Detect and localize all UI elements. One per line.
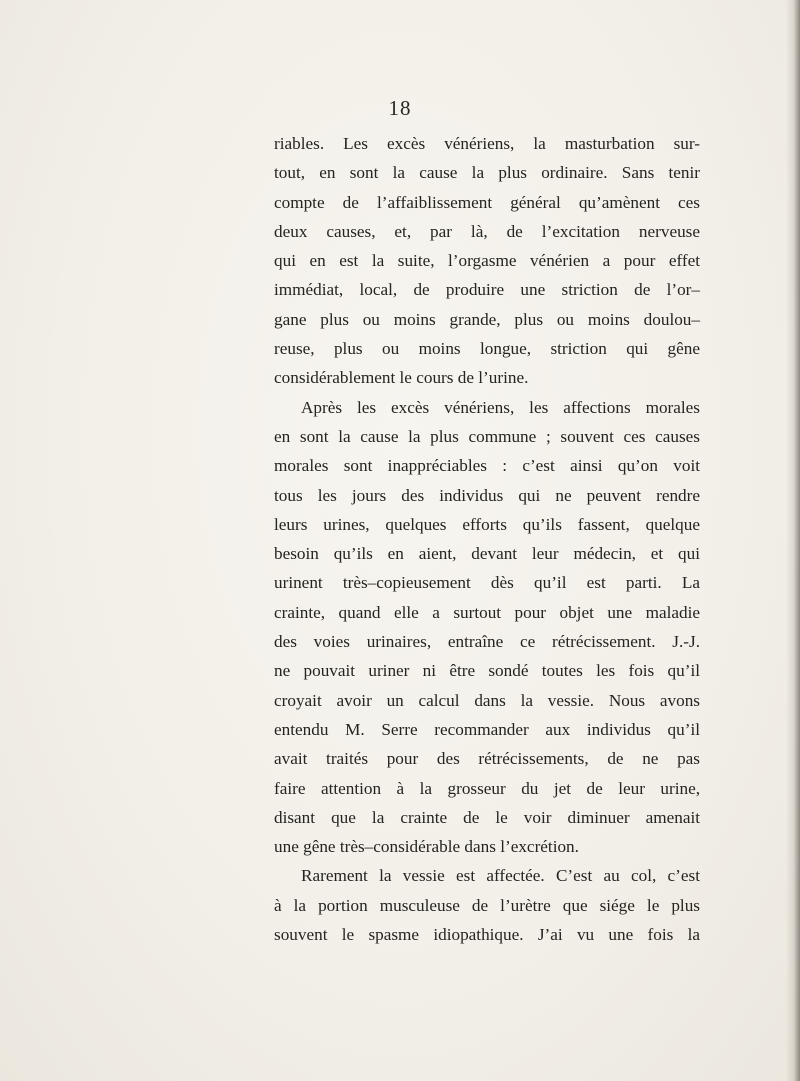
text-line: faire attention à la grosseur du jet de leur urine, <box>274 778 700 798</box>
text-line: leurs urines, quelques efforts qu’ils fassent, quelque <box>274 514 700 534</box>
text-line: compte de l’affaiblissement général qu’amènent ces <box>274 192 700 212</box>
text-line: gane plus ou moins grande, plus ou moins doulou– <box>274 309 700 329</box>
text-line: ne pouvait uriner ni être sondé toutes les fois qu’il <box>274 661 700 681</box>
text-line: considérablement le cours de l’urine. <box>274 368 529 388</box>
text-line: des voies urinaires, entraîne ce rétrécissement. J.-J. <box>274 632 700 652</box>
text-line: Après les excès vénériens, les affections morales <box>301 397 700 417</box>
page-number: 18 <box>388 96 412 120</box>
page-edge-shadow <box>786 0 800 1081</box>
text-line: crainte, quand elle a surtout pour objet une maladie <box>274 602 700 622</box>
text-line: souvent le spasme idiopathique. J’ai vu une fois la <box>274 925 700 945</box>
text-line: urinent très–copieusement dès qu’il est parti. La <box>274 573 700 593</box>
body-text <box>274 129 700 949</box>
text-line: tous les jours des individus qui ne peuvent rendre <box>274 485 700 505</box>
text-line: qui en est la suite, l’orgasme vénérien a pour effet <box>274 251 700 271</box>
text-line: avait traités pour des rétrécissements, de ne pas <box>274 749 700 769</box>
text-line: une gêne très–considérable dans l’excrétion. <box>274 837 579 857</box>
text-line: riables. Les excès vénériens, la masturbation sur- <box>274 134 700 153</box>
text-line: tout, en sont la cause la plus ordinaire. Sans tenir <box>274 163 700 183</box>
text-line: besoin qu’ils en aient, devant leur médecin, et qui <box>274 544 700 564</box>
text-line: Rarement la vessie est affectée. C’est au col, c’est <box>301 866 700 886</box>
text-line: croyait avoir un calcul dans la vessie. Nous avons <box>274 690 700 710</box>
text-line: morales sont inappréciables : c’est ainsi qu’on voit <box>274 456 700 476</box>
text-line: à la portion musculeuse de l’urètre que siége le plus <box>274 895 700 915</box>
text-line: en sont la cause la plus commune ; souvent ces causes <box>274 426 700 446</box>
text-line: reuse, plus ou moins longue, striction qui gêne <box>274 339 700 359</box>
text-line: entendu M. Serre recommander aux individus qu’il <box>274 719 700 739</box>
text-line: immédiat, local, de produire une striction de l’or– <box>274 280 700 300</box>
text-line: deux causes, et, par là, de l’excitation nerveuse <box>274 221 700 241</box>
text-line: disant que la crainte de le voir diminuer amenait <box>274 807 700 827</box>
